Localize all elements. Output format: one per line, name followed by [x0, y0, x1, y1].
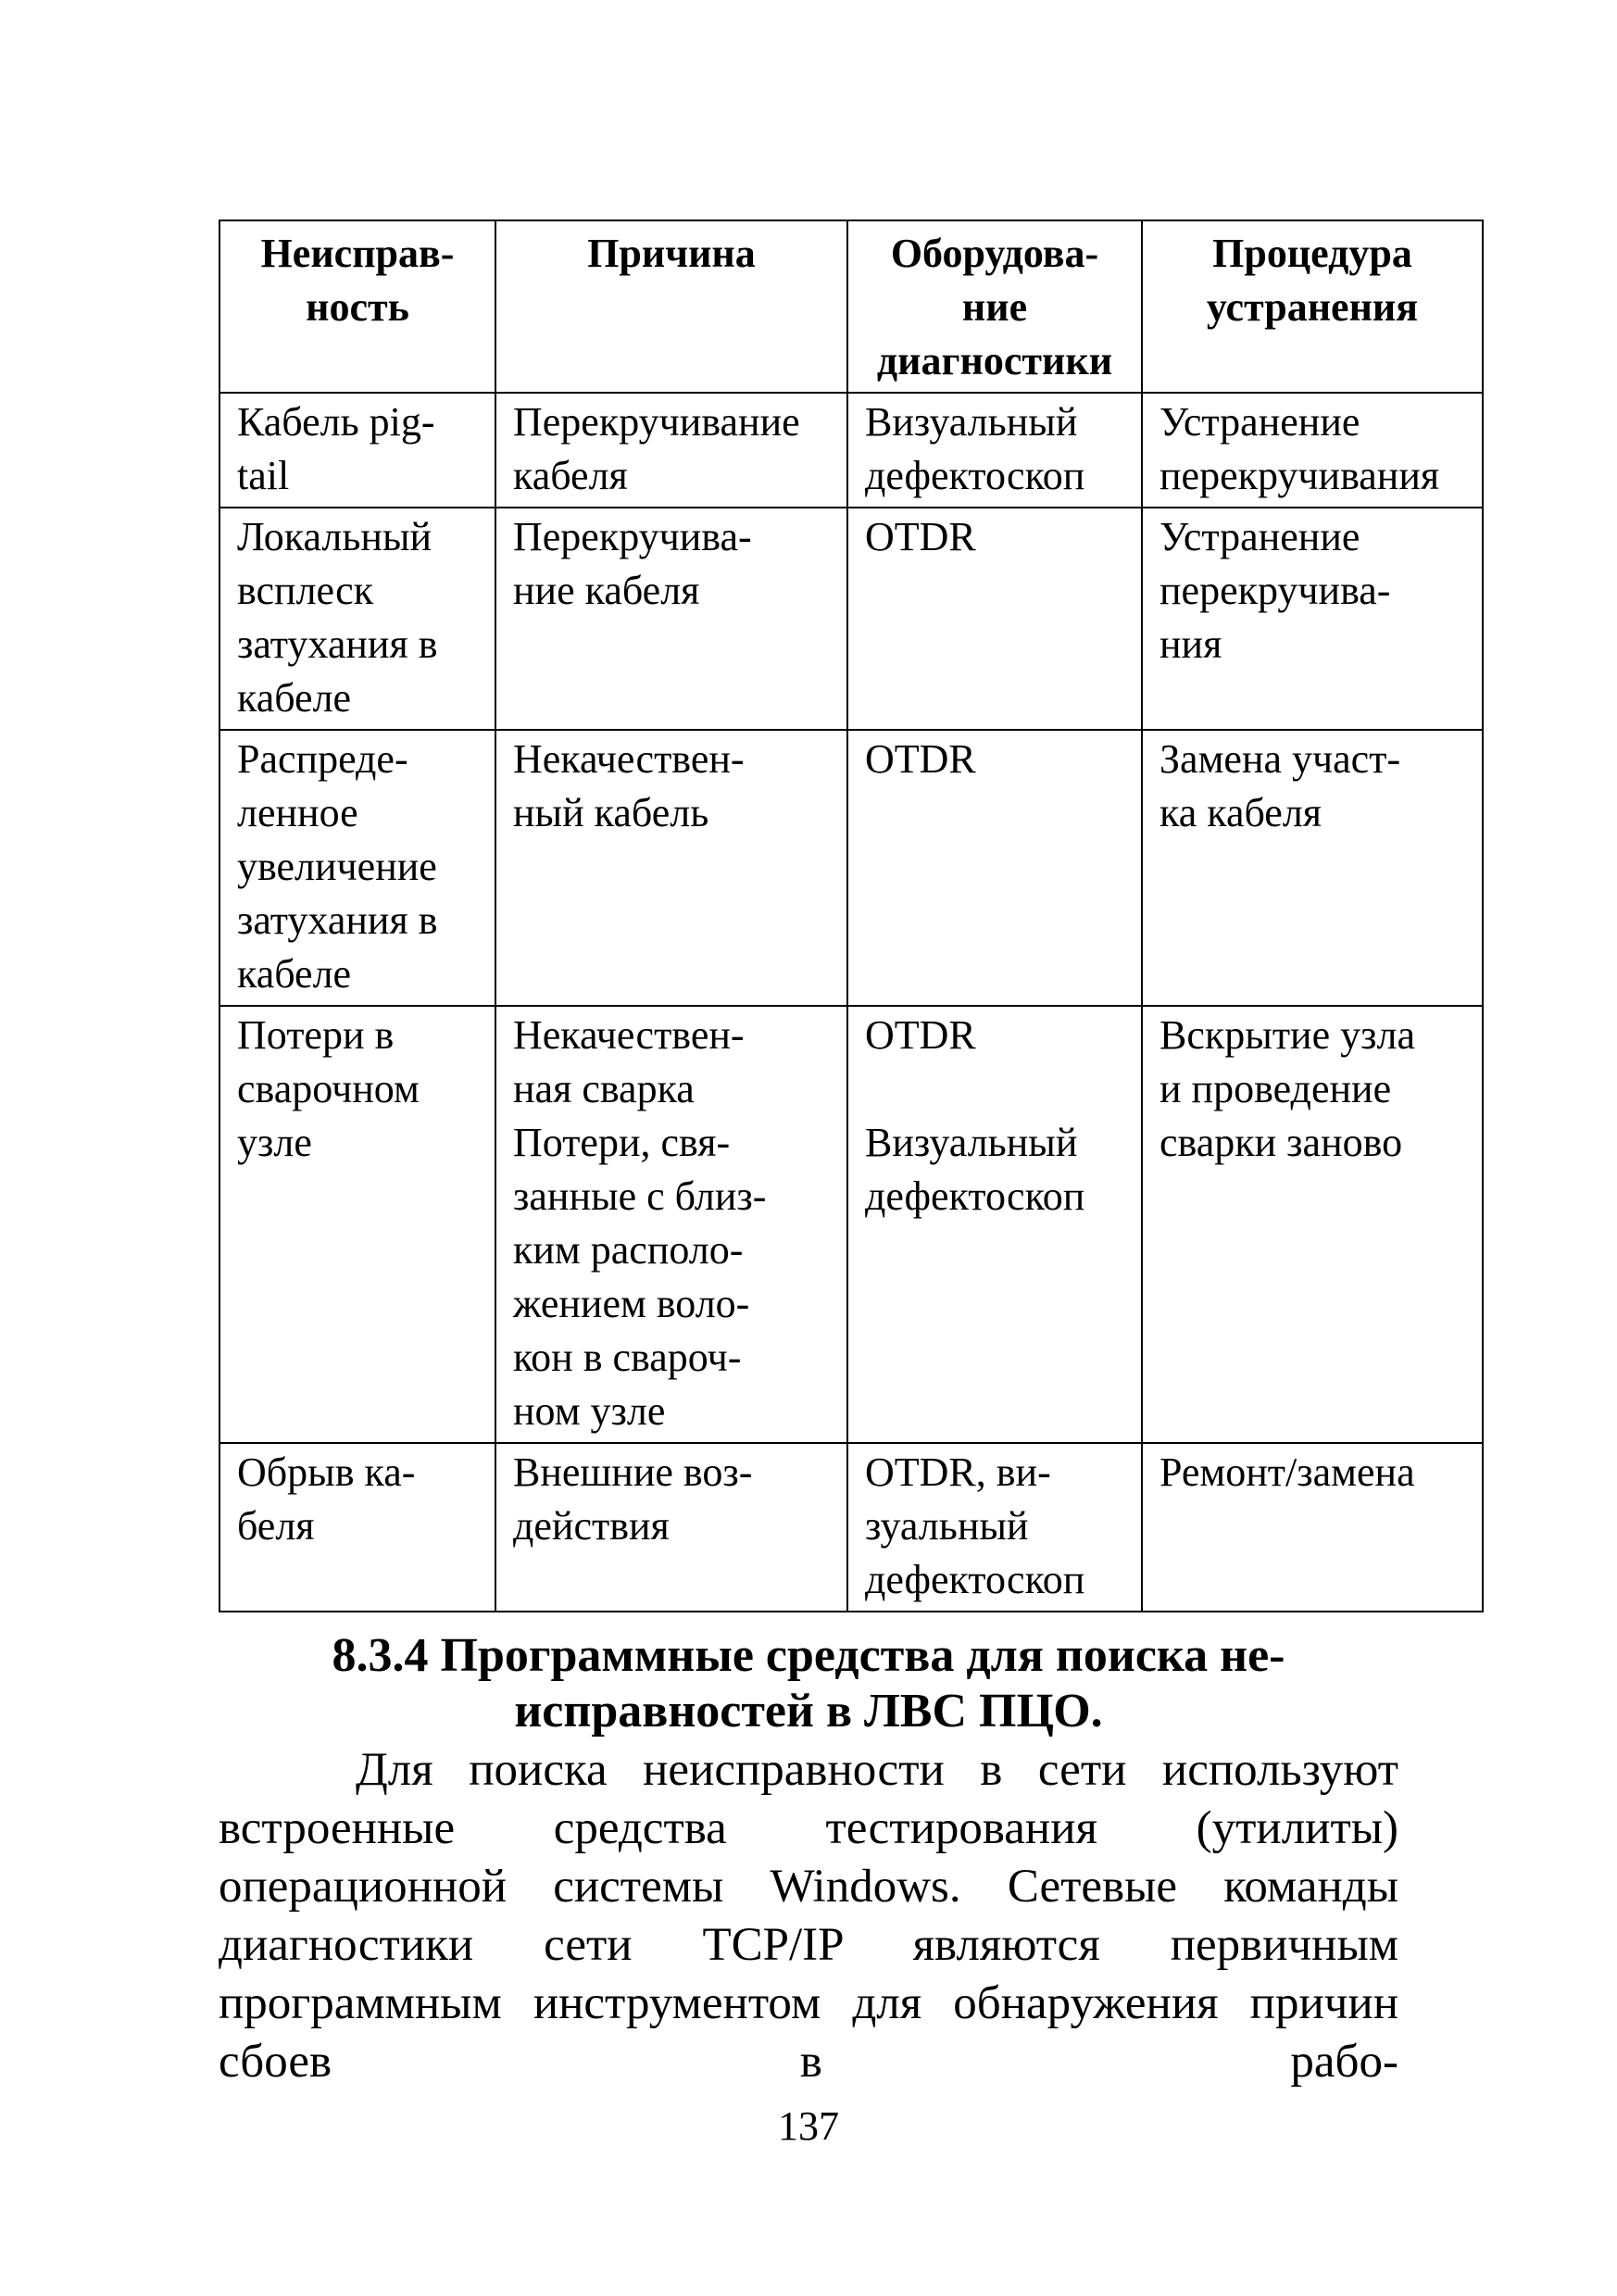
cell-procedure: Устранение перекручивания [1142, 393, 1483, 508]
faults-table [219, 220, 1484, 1612]
table-header-row [219, 220, 1483, 393]
header-fault: Неисправ- ность [219, 220, 495, 393]
table-row [219, 508, 1483, 730]
cell-procedure: Замена участ- ка кабеля [1142, 730, 1483, 1006]
section-title: 8.3.4 Программные средства для поиска не- исправностей в ЛВС ПЦО. [332, 1629, 1285, 1738]
body-paragraph: Для поиска неисправности в сети используют встроенные средства тестирования (утилиты) операционной системы Windows. Сетевые команды диагностики сети TCP/IP являются первичным программным инструментом для обнаружения причин сбоев в рабо- [219, 1744, 1398, 2088]
header-procedure: Процедура устранения [1142, 220, 1483, 393]
cell-equipment: OTDR, ви- зуальный дефектоскоп [847, 1443, 1142, 1612]
table-row [219, 393, 1483, 508]
cell-equipment: OTDR [847, 730, 1142, 1006]
page-number: 137 [778, 2103, 839, 2149]
cell-procedure: Вскрытие узла и проведение сварки заново [1142, 1006, 1483, 1443]
cell-equipment: OTDR Визуальный дефектоскоп [847, 1006, 1142, 1443]
cell-procedure: Ремонт/замена [1142, 1443, 1483, 1612]
cell-cause: Перекручивание кабеля [495, 393, 847, 508]
cell-fault: Распреде- ленное увеличение затухания в кабеле [219, 730, 495, 1006]
cell-cause: Перекручива- ние кабеля [495, 508, 847, 730]
cell-fault: Обрыв ка- беля [219, 1443, 495, 1612]
table-row [219, 1443, 1483, 1612]
header-cause: Причина [495, 220, 847, 393]
cell-fault: Потери в сварочном узле [219, 1006, 495, 1443]
cell-fault: Кабель pig- tail [219, 393, 495, 508]
table-row [219, 1006, 1483, 1443]
cell-procedure: Устранение перекручива- ния [1142, 508, 1483, 730]
cell-cause: Некачествен- ная сварка Потери, свя- занные с близ- ким располо- жением воло- кон в свароч- ном узле [495, 1006, 847, 1443]
cell-cause: Некачествен- ный кабель [495, 730, 847, 1006]
cell-cause: Внешние воз- действия [495, 1443, 847, 1612]
table-row [219, 730, 1483, 1006]
cell-equipment: Визуальный дефектоскоп [847, 393, 1142, 508]
cell-fault: Локальный всплеск затухания в кабеле [219, 508, 495, 730]
header-equipment: Оборудова- ние диагностики [847, 220, 1142, 393]
cell-equipment: OTDR [847, 508, 1142, 730]
